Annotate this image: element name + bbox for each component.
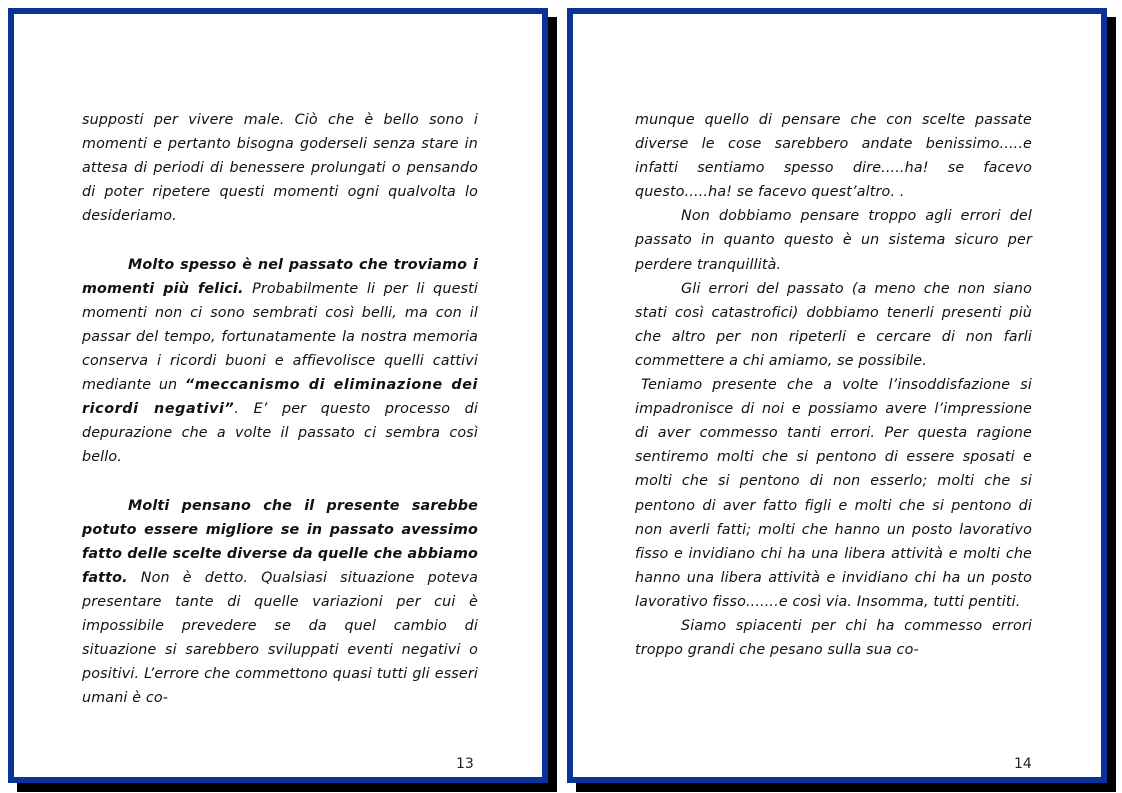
page-number: 14	[1014, 756, 1032, 772]
paragraph-text: munque quello di pensare che con scelte passate diverse le cose sarebbero andate benissimo.....e infatti sentiamo spesso dire.....ha! se facevo questo.....ha! se facevo quest’altro. .	[635, 112, 1032, 201]
paragraph-text: Teniamo presente che a volte l’insoddisfazione si impadronisce di noi e possiamo avere l’impressione di aver commesso tanti errori. Per questa ragione sentiremo molti che si pentono di essere sposati e molti che si pentono di non esserlo; molti che si pentono di aver fatto figli e molti che si pentono di non averli fatti; molti che hanno un posto lavorativo fisso e invidiano chi ha una libera attività e molti che hanno una libera attività e invidiano chi ha un posto lavorativo fisso.......e così via. Insomma, tutti pentiti.	[635, 377, 1032, 610]
paragraph-text: . E’ per questo processo di depurazione che a volte il passato ci sembra così bello.	[82, 401, 478, 466]
paragraph-text: Gli errori del passato (a meno che non siano stati così catastrofici) dobbiamo tenerli presenti più che altro per non ripeterli e cercare di non farli commettere a chi amiamo, se possibile.	[635, 280, 1032, 369]
book-page-left	[8, 8, 548, 783]
page-text-body	[635, 108, 1032, 662]
paragraph-text: Non è detto. Qualsiasi situazione poteva presentare tante di quelle variazioni per cui è impossibile prevedere se da quel cambio di situazione si sarebbero sviluppati eventi negativi o positivi. L’errore che commettono quasi tutti gli esseri umani è co-	[82, 569, 478, 707]
bold-quote: “meccanismo di eliminazione dei ricordi negativi”	[82, 377, 478, 418]
page-text-body	[82, 108, 478, 710]
paragraph	[82, 253, 478, 470]
paragraph	[635, 108, 1032, 204]
paragraph-text: Non dobbiamo pensare troppo agli errori del passato in quanto questo è un sistema sicuro per perdere tranquillità.	[635, 208, 1032, 273]
page-number: 13	[456, 756, 474, 772]
paragraph	[635, 204, 1032, 276]
paragraph	[82, 494, 478, 711]
book-page-right	[567, 8, 1107, 783]
paragraph	[82, 108, 478, 228]
paragraph	[635, 277, 1032, 373]
paragraph-text: Probabilmente li per li questi momenti non ci sono sembrati così belli, ma con il passar del tempo, fortunatamente la nostra memoria conserva i ricordi buoni e affievolisce quelli cattivi mediante un	[82, 280, 478, 394]
paragraph	[635, 614, 1032, 662]
paragraph-text: Siamo spiacenti per chi ha commesso errori troppo grandi che pesano sulla sua co-	[635, 617, 1032, 659]
bold-sentence: Molto spesso è nel passato che troviamo i momenti più felici.	[82, 256, 478, 297]
paragraph-text: supposti per vivere male. Ciò che è bello sono i momenti e pertanto bisogna goderseli senza stare in attesa di periodi di benessere prolungati o pensando di poter ripetere questi momenti ogni qualvolta lo desideriamo.	[82, 112, 478, 225]
bold-sentence: Molti pensano che il presente sarebbe potuto essere migliore se in passato avessimo fatto delle scelte diverse da quelle che abbiamo fatto.	[82, 497, 478, 586]
paragraph	[635, 373, 1032, 614]
